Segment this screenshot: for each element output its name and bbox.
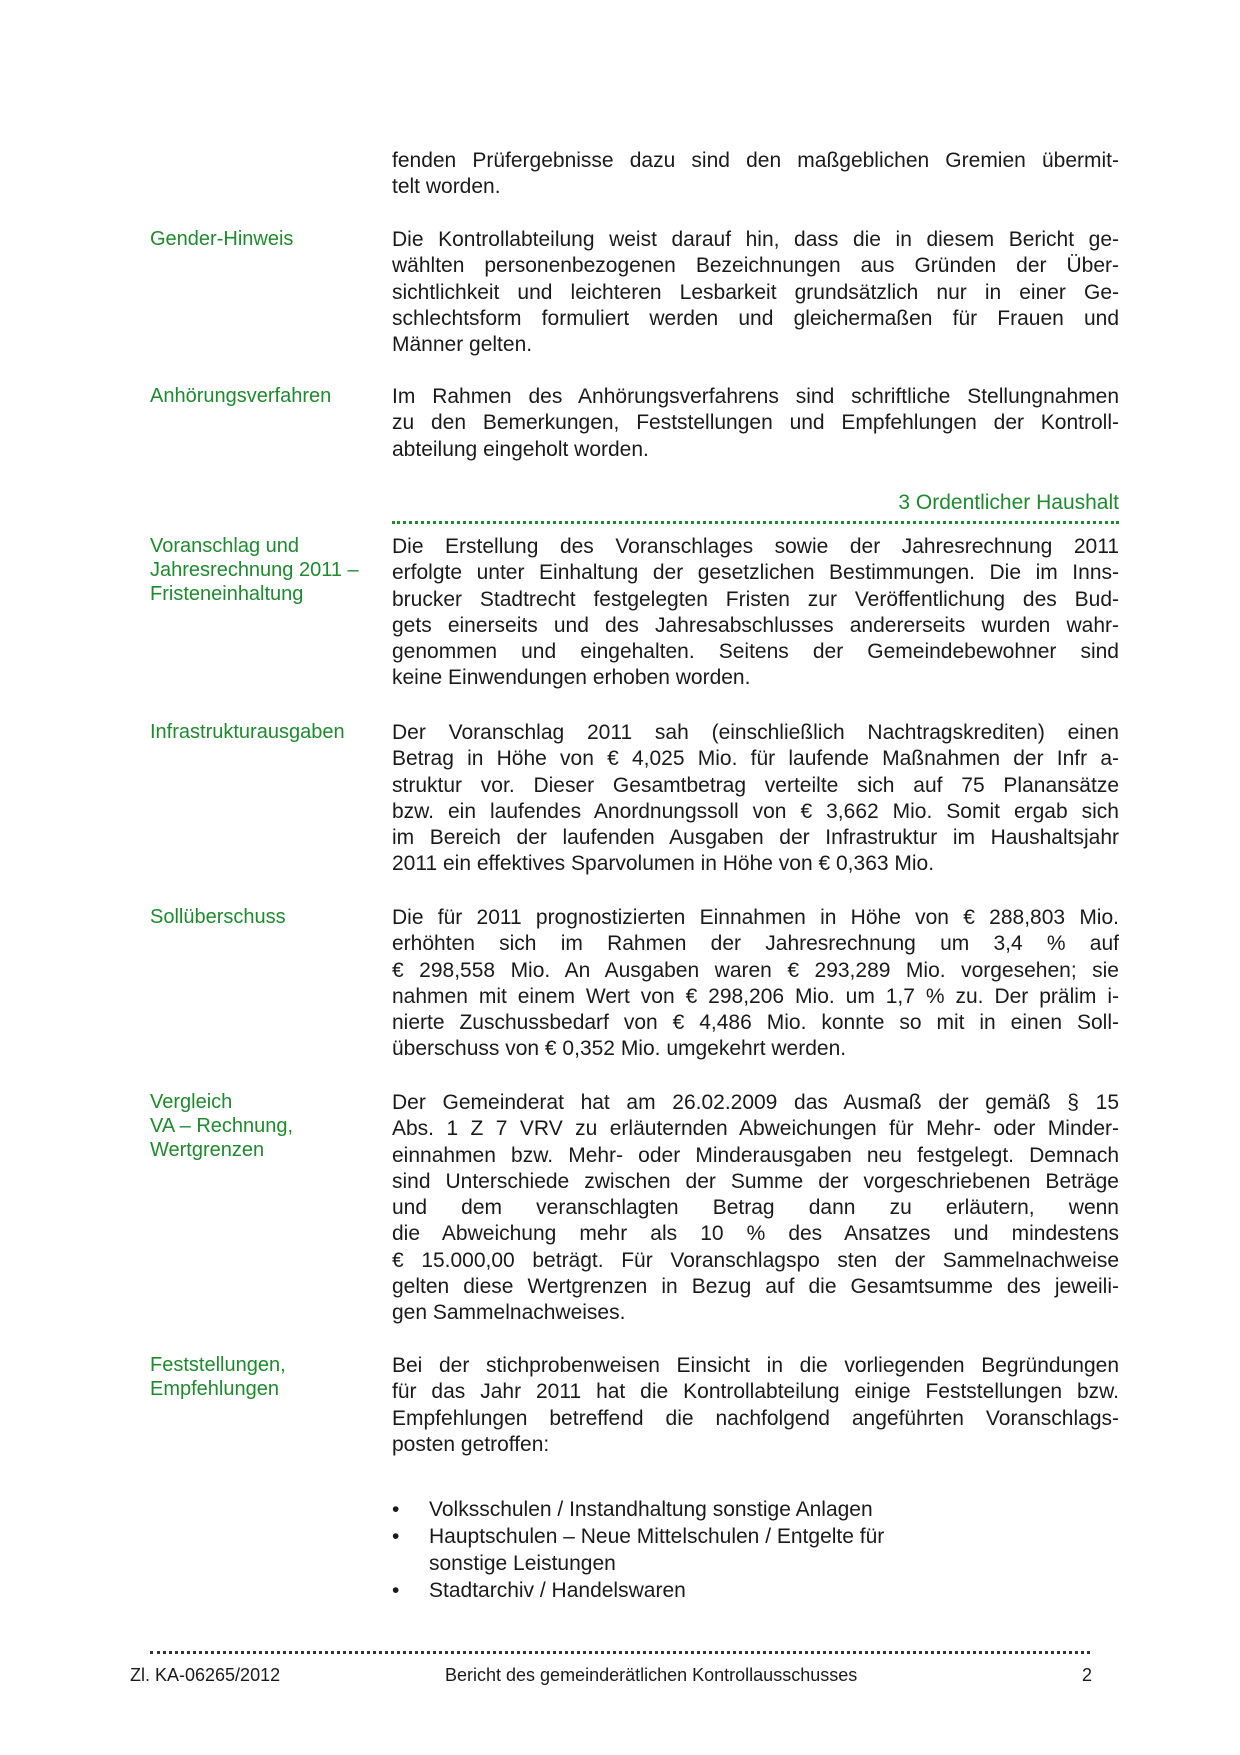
text-line: gelten diese Wertgrenzen in Bezug auf die Gesamtsumme des jeweili- — [392, 1275, 1119, 1299]
page-number: 2 — [1082, 1665, 1093, 1685]
text-line: sichtlichkeit und leichteren Lesbarkeit grundsätzlich nur in einer Ge- — [392, 280, 1119, 304]
text-line: brucker Stadtrecht festgelegten Fristen zur Veröffentlichung des Bud- — [392, 587, 1119, 611]
text-line: Empfehlungen betreffend die nachfolgend angeführten Voranschlags- — [392, 1406, 1119, 1430]
side-label-voranschlag — [150, 534, 380, 606]
text-line: Die für 2011 prognostizierten Einnahmen in Höhe von € 288,803 Mio. — [392, 906, 1119, 929]
side-label-feststellungen — [150, 1353, 380, 1401]
paragraph-sollueberschuss — [392, 905, 1119, 1063]
footer-divider — [150, 1651, 1090, 1654]
text-line: € 15.000,00 beträgt. Für Voranschlagspo sten der Sammelnachweise — [392, 1248, 1119, 1272]
text-line: abteilung eingeholt worden. — [392, 437, 649, 461]
text-line: Bei der stichprobenweisen Einsicht in die vorliegenden Begründungen — [392, 1354, 1119, 1377]
list-item-text: Hauptschulen – Neue Mittelschulen / Entgelte für — [429, 1525, 885, 1548]
text-line: Betrag in Höhe von € 4,025 Mio. für laufende Maßnahmen der Infr a- — [392, 747, 1119, 771]
side-label-line: Vergleich — [150, 1091, 233, 1113]
list-item — [392, 1577, 1119, 1604]
side-label-anhoerung — [150, 384, 380, 408]
footer-title: Bericht des gemeinderätlichen Kontrollausschusses — [445, 1665, 858, 1685]
paragraph-gender — [392, 227, 1119, 358]
side-label-line: Fristeneinhaltung — [150, 583, 304, 605]
text-line: Der Gemeinderat hat am 26.02.2009 das Ausmaß der gemäß § 15 — [392, 1091, 1119, 1114]
text-line: die Abweichung mehr als 10 % des Ansatzes und mindestens — [392, 1222, 1119, 1246]
text-line: Der Voranschlag 2011 sah (einschließlich Nachtragskrediten) einen — [392, 721, 1119, 744]
text-line: für das Jahr 2011 hat die Kontrollabteilung einige Feststellungen bzw. — [392, 1380, 1119, 1404]
side-label-line: Infrastrukturausgaben — [150, 721, 345, 743]
text-line: Im Rahmen des Anhörungsverfahrens sind schriftliche Stellungnahmen — [392, 385, 1119, 408]
side-label-line: Wertgrenzen — [150, 1139, 265, 1161]
list-item-text: sonstige Leistungen — [429, 1552, 616, 1575]
side-label-line: Gender-Hinweis — [150, 228, 294, 250]
text-line: gets einerseits und des Jahresabschlusses andererseits wurden wahr- — [392, 613, 1119, 637]
text-line: posten getroffen: — [392, 1432, 550, 1456]
list-item-text: Stadtarchiv / Handelswaren — [429, 1579, 686, 1602]
side-label-vergleich — [150, 1090, 380, 1162]
text-line: 2011 ein effektives Sparvolumen in Höhe von € 0,363 Mio. — [392, 852, 935, 876]
text-line: gen Sammelnachweises. — [392, 1301, 626, 1325]
heading-divider — [392, 521, 1119, 524]
text-line: Abs. 1 Z 7 VRV zu erläuternden Abweichungen für Mehr- oder Minder- — [392, 1117, 1119, 1141]
side-label-line: Voranschlag und — [150, 535, 300, 557]
paragraph-infrastruktur — [392, 720, 1119, 878]
text-line: überschuss von € 0,352 Mio. umgekehrt werden. — [392, 1037, 847, 1061]
text-line: erfolgte unter Einhaltung der gesetzlichen Bestimmungen. Die im Inns- — [392, 561, 1119, 585]
side-label-line: Sollüberschuss — [150, 906, 286, 928]
text-line: Die Kontrollabteilung weist darauf hin, dass die in diesem Bericht ge- — [392, 228, 1119, 251]
bullet-icon: • — [392, 1525, 400, 1548]
paragraph-vergleich — [392, 1090, 1119, 1327]
text-line: und dem veranschlagten Betrag dann zu erläutern, wenn — [392, 1196, 1119, 1220]
side-label-infrastruktur — [150, 720, 380, 744]
side-label-sollueberschuss — [150, 905, 380, 929]
text-line: nierte Zuschussbedarf von € 4,486 Mio. konnte so mit in einen Soll- — [392, 1011, 1119, 1035]
text-line: struktur vor. Dieser Gesamtbetrag verteilte sich auf 75 Planansätze — [392, 773, 1119, 797]
paragraph-feststellungen — [392, 1353, 1119, 1458]
list-item — [392, 1496, 1119, 1523]
text-line: bzw. ein laufendes Anordnungssoll von € 3,662 Mio. Somit ergab sich — [392, 799, 1119, 823]
text-line: schlechtsform formuliert werden und gleichermaßen für Frauen und — [392, 306, 1119, 330]
list-item-text: Volksschulen / Instandhaltung sonstige Anlagen — [429, 1498, 873, 1521]
text-line: Die Erstellung des Voranschlages sowie der Jahresrechnung 2011 — [392, 535, 1119, 558]
text-line: Männer gelten. — [392, 333, 533, 357]
intro-paragraph — [392, 148, 1119, 201]
text-line: zu den Bemerkungen, Feststellungen und Empfehlungen der Kontroll- — [392, 411, 1119, 435]
text-line: im Bereich der laufenden Ausgaben der Infrastruktur im Haushaltsjahr — [392, 826, 1119, 850]
footer-reference: Zl. KA-06265/2012 — [130, 1665, 281, 1685]
paragraph-voranschlag — [392, 534, 1119, 692]
text-line: nahmen mit einem Wert von € 298,206 Mio. um 1,7 % zu. Der prälim i- — [392, 984, 1119, 1008]
text-line: keine Einwendungen erhoben worden. — [392, 666, 751, 690]
side-label-line: Anhörungsverfahren — [150, 385, 332, 407]
bullet-list — [392, 1496, 1119, 1604]
bullet-icon: • — [392, 1498, 400, 1521]
side-label-gender — [150, 227, 380, 251]
side-label-line: VA – Rechnung, — [150, 1115, 294, 1137]
text-line: telt worden. — [392, 175, 501, 199]
paragraph-anhoerung — [392, 384, 1119, 463]
section-heading: 3 Ordentlicher Haushalt — [898, 491, 1119, 514]
bullet-icon: • — [392, 1579, 400, 1602]
side-label-line: Jahresrechnung 2011 – — [150, 559, 359, 581]
text-line: erhöhten sich im Rahmen der Jahresrechnung um 3,4 % auf — [392, 932, 1119, 956]
text-line: sind Unterschiede zwischen der Summe der vorgeschriebenen Beträge — [392, 1169, 1119, 1193]
text-line: genommen und eingehalten. Seitens der Gemeindebewohner sind — [392, 640, 1119, 664]
text-line: fenden Prüfergebnisse dazu sind den maßgeblichen Gremien übermit- — [392, 149, 1119, 172]
text-line: wählten personenbezogenen Bezeichnungen aus Gründen der Über- — [392, 254, 1119, 278]
text-line: einnahmen bzw. Mehr- oder Minderausgaben neu festgelegt. Demnach — [392, 1143, 1119, 1167]
text-line: € 298,558 Mio. An Ausgaben waren € 293,289 Mio. vorgesehen; sie — [392, 958, 1119, 982]
side-label-line: Feststellungen, — [150, 1354, 286, 1376]
list-item — [392, 1523, 1119, 1577]
side-label-line: Empfehlungen — [150, 1378, 279, 1400]
